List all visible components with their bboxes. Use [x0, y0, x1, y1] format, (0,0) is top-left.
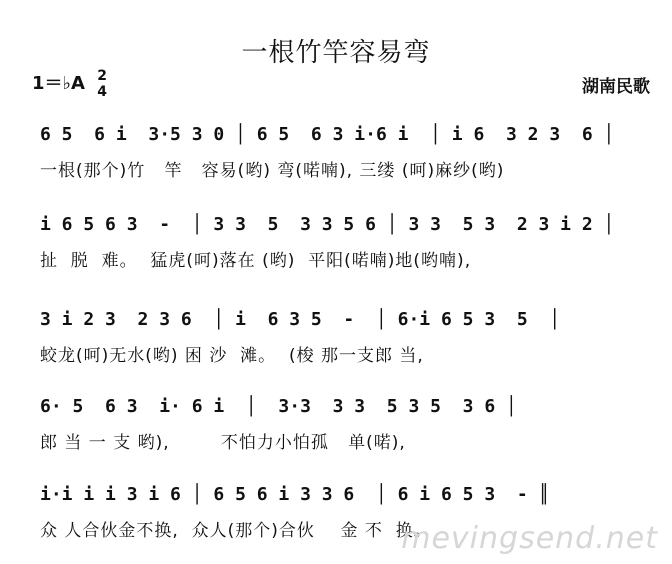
song-origin: 湖南民歌	[582, 77, 650, 97]
notation-line: i·i i i 3 i 6 │ 6 5 6 i 3 3 6 │ 6 i 6 5 3 - ║	[40, 484, 550, 505]
notation-line: i 6 5 6 3 - │ 3 3 5 3 3 5 6 │ 3 3 5 3 2 3 i 2 │	[40, 214, 615, 235]
key-label: 1＝♭A	[32, 73, 85, 94]
time-signature	[97, 68, 107, 100]
notation-line: 6 5 6 i 3·5 3 0 │ 6 5 6 3 i·6 i │ i 6 3 2 3 6 │	[40, 124, 615, 145]
lyrics-line: 郎 当 一 支 哟), 不怕力小怕孤 单(喏),	[40, 433, 406, 453]
site-watermark: mevingsend.net	[401, 521, 658, 556]
lyrics-line: 众 人合伙金不换, 众人(那个)合伙 金 不 换。	[40, 521, 432, 541]
song-title: 一根竹竿容易弯	[241, 38, 431, 68]
key-signature	[32, 68, 107, 100]
notation-line: 3 i 2 3 2 3 6 │ i 6 3 5 - │ 6·i 6 5 3 5 │	[40, 309, 561, 330]
time-top: 2	[97, 68, 107, 84]
lyrics-line: 扯 脱 难。 猛虎(呵)落在 (哟) 平阳(喏喃)地(哟喃),	[40, 251, 472, 271]
lyrics-line: 蛟龙(呵)无水(哟) 困 沙 滩。 (梭 那一支郎 当,	[40, 346, 424, 366]
time-bottom: 4	[97, 84, 107, 100]
notation-line: 6· 5 6 3 i· 6 i │ 3·3 3 3 5 3 5 3 6 │	[40, 396, 517, 417]
lyrics-line: 一根(那个)竹 竿 容易(哟) 弯(喏喃), 三缕 (呵)麻纱(哟)	[40, 161, 505, 181]
